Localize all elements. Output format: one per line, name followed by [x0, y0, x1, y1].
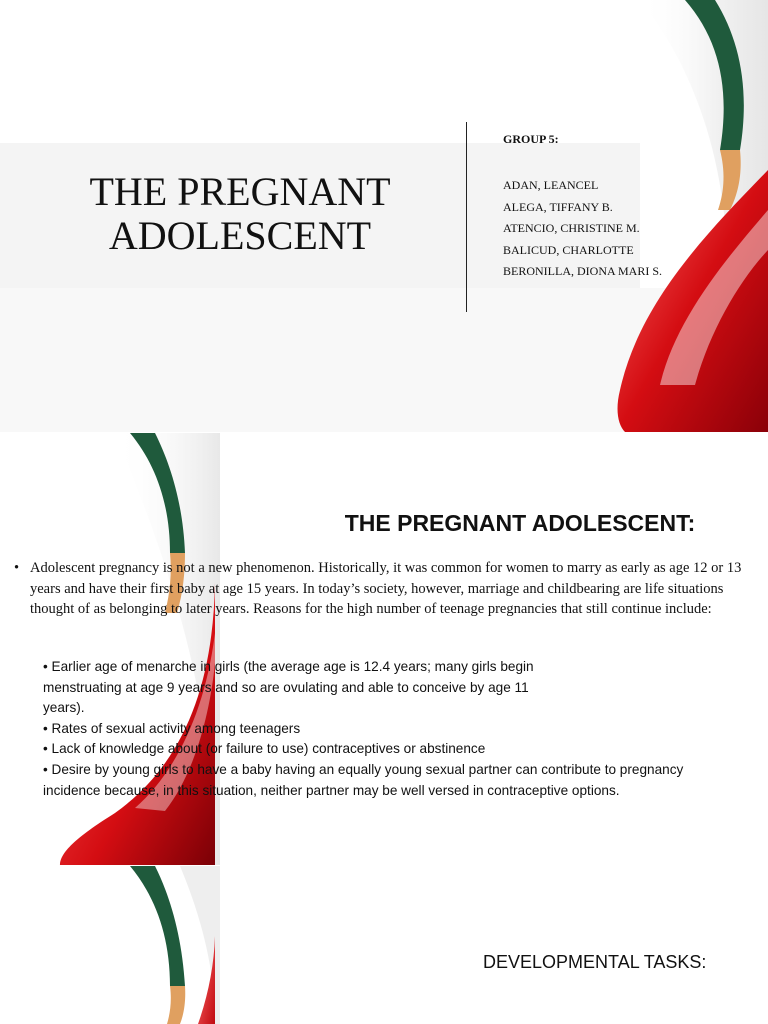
member-name: ATENCIO, CHRISTINE M.	[503, 221, 640, 235]
title-slide	[0, 0, 768, 432]
reasons-list	[43, 657, 743, 801]
member-name: ADAN, LEANCEL	[503, 178, 599, 192]
member-name: BALICUD, CHARLOTTE	[503, 242, 634, 257]
member-list	[503, 175, 662, 283]
vertical-divider	[466, 122, 467, 312]
presentation-title	[40, 170, 440, 258]
slide-heading: THE PREGNANT ADOLESCENT:	[344, 510, 696, 536]
decorative-swoosh-left	[110, 866, 220, 1024]
list-item: • Earlier age of menarche in girls (the average age is 12.4 years; many girls begin menstruating at age 9 years and so are ovulating and able to conceive by age 11 years).	[43, 659, 534, 716]
intro-paragraph	[14, 558, 744, 620]
slide-heading: DEVELOPMENTAL TASKS:	[483, 952, 707, 972]
list-item: • Rates of sexual activity among teenagers	[43, 720, 301, 736]
title-line-2: ADOLESCENT	[108, 213, 372, 258]
member-name: BERONILLA, DIONA MARI S.	[503, 264, 662, 278]
member-name: ALEGA, TIFFANY B.	[503, 199, 613, 214]
developmental-tasks-slide	[0, 866, 768, 1024]
list-item: • Desire by young girls to have a baby having an equally young sexual partner can contribute to pregnancy incidence because, in this situation, neither partner may be well versed in contraceptive options.	[43, 761, 684, 798]
intro-text: Adolescent pregnancy is not a new phenomenon. Historically, it was common for women to marry as early as age 12 or 13 years and have their first baby at age 15 years. In today’s society, however, marriage and childbearing are life situations thought of as belonging to later years. Reasons for the high number of teenage pregnancies that still continue include:	[30, 560, 742, 617]
title-line-1: THE PREGNANT	[89, 169, 391, 214]
list-item: • Lack of knowledge about (or failure to use) contraceptives or abstinence	[43, 741, 486, 757]
bullet-marker: •	[14, 560, 20, 576]
group-label: GROUP 5:	[503, 132, 559, 146]
